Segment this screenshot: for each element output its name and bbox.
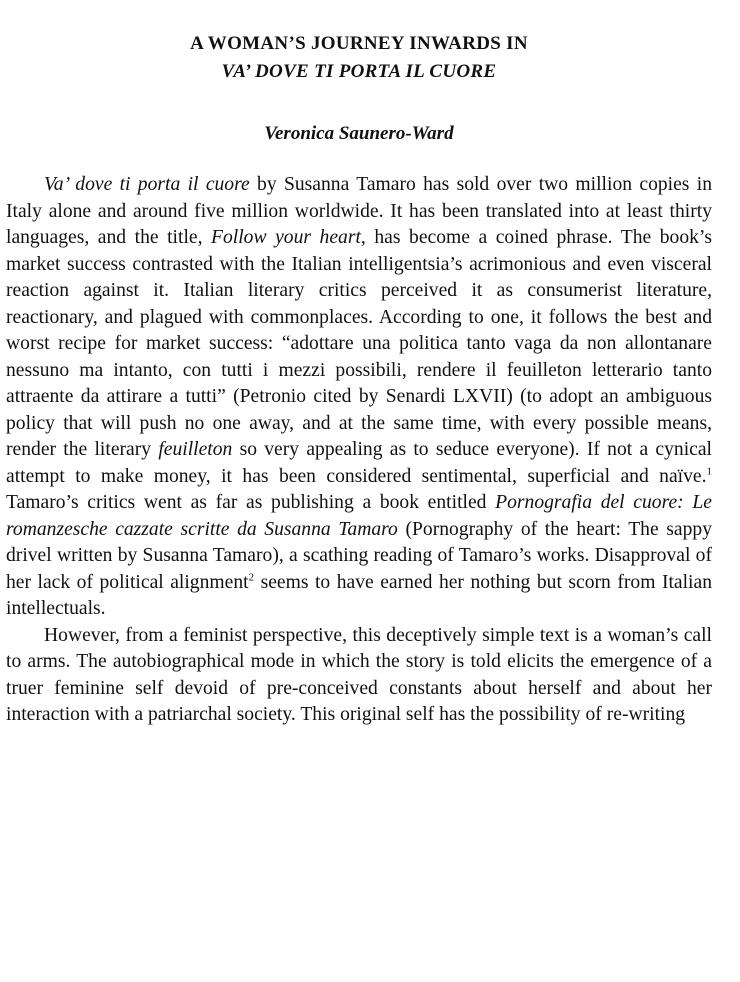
title-line-1: A WOMAN’S JOURNEY INWARDS IN: [190, 33, 528, 54]
italic-text: Va’ dove ti porta il cuore: [44, 174, 250, 195]
body-text: so very appealing as to seduce everyone). If not a cynical attempt to make money, it has been considered sentimental, superficial and naïve.: [6, 439, 712, 487]
footnote-marker: 1: [706, 464, 712, 477]
body-text: However, from a feminist perspective, this deceptively simple text is a woman’s call to arms. The autobiographical mode in which the story is told elicits the emergence of a truer feminine self devoid of pre-conceived constants about herself and about her interaction with a patriarchal society. This original self has the possibility of re-writing: [6, 624, 712, 725]
footnote-marker: 2: [248, 570, 255, 583]
paragraph-1: [6, 172, 712, 623]
article-title: [6, 30, 712, 86]
italic-text: Pornografia del cuore: Le romanzesche cazzate scritte da Susanna Tamaro: [6, 492, 712, 540]
body-text: , has become a coined phrase. The book’s market success contrasted with the Italian intelligentsia’s acrimonious and even visceral reaction against it. Italian literary critics perceived it as consumerist literature, reactionary, and plagued with commonplaces. According to one, it follows the best and worst recipe for market success: “adottare una politica tanto vaga da non allontanare nessuno ma intanto, con tutti i mezzi possibili, rendere il feuilleton letterario tanto attraente da attirare a tutti” (Petronio cited by Senardi LXVII) (to adopt an ambiguous policy that will push no one away, and at the same time, with every possible means, render the literary: [6, 227, 713, 460]
body-text: Tamaro’s critics went as far as publishing a book entitled: [6, 492, 496, 513]
article-body: [6, 172, 712, 729]
article-page: [6, 30, 712, 729]
italic-text: feuilleton: [158, 439, 233, 460]
body-text: (Pornography of the heart: The sappy drivel written by Susanna Tamaro), a scathing reading of Tamaro’s works. Disapproval of her lack of political alignment: [6, 518, 712, 593]
paragraph-2: [6, 623, 712, 729]
title-line-2: VA’ DOVE TI PORTA IL CUORE: [221, 61, 497, 82]
body-text: seems to have earned her nothing but scorn from Italian intellectuals.: [6, 571, 712, 619]
author-name: Veronica Saunero-Ward: [264, 123, 454, 144]
body-text: by Susanna Tamaro has sold over two million copies in Italy alone and around five million worldwide. It has been translated into at least thirty languages, and the title,: [6, 174, 712, 248]
italic-text: Follow your heart: [211, 227, 361, 248]
